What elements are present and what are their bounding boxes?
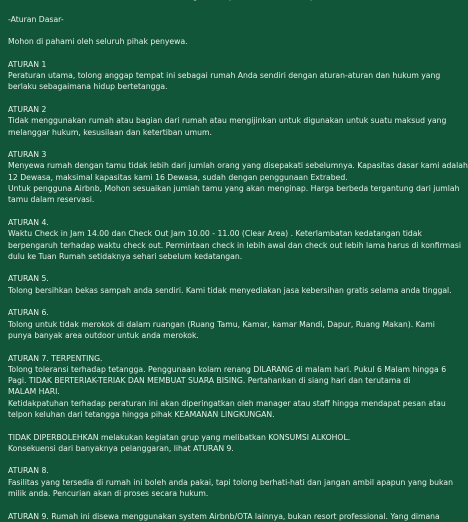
rule-6-text-line: Tolong untuk tidak merokok di dalam ruangan (Ruang Tamu, Kamar, kamar Mandi, Dapur, Ruang Makan). Kami: [8, 319, 435, 329]
rule-3-title: ATURAN 3: [8, 150, 47, 160]
cut-top-line: [8, 0, 442, 2]
rule-1-text-line: Peraturan utama, tolong anggap tempat ini sebagai rumah Anda sendiri dengan aturan-aturan dan hukum yang: [8, 71, 441, 81]
intro-note: Mohon di pahami oleh seluruh pihak penyewa.: [8, 37, 188, 47]
section-title: -Aturan Dasar-: [8, 14, 64, 24]
rule-1-title: ATURAN 1: [8, 59, 47, 69]
rule-4-text-line: dulu ke Tuan Rumah setidaknya sehari sebelum kedatangan.: [8, 251, 243, 261]
rule-7-text-line: Ketidakpatuhan terhadap peraturan ini akan diperingatkan oleh manager atau staff hingga mendapat pesan atau: [8, 398, 446, 408]
rule-9-line: ATURAN 9. Rumah ini disewa menggunakan system Airbnb/OTA lainnya, bukan resort professional. Yang dimana: [8, 511, 440, 521]
rule-7-title: ATURAN 7. TERPENTING.: [8, 353, 103, 363]
rule-3-text-line: Untuk pengguna Airbnb, Mohon sesuaikan jumlah tamu yang akan menginap. Harga berbeda tergantung dari jumlah: [8, 184, 460, 194]
rule-7-text-line: MALAM HARI.: [8, 387, 60, 397]
alcohol-note-line: TIDAK DIPERBOLEHKAN melakukan kegiatan grup yang melibatkan KONSUMSI ALKOHOL.: [8, 432, 351, 442]
rule-6-title: ATURAN 6.: [8, 308, 49, 318]
rule-5-text-line: Tolong bersihkan bekas sampah anda sendiri. Kami tidak menyediakan jasa kebersihan gratis selama anda tinggal.: [8, 285, 452, 295]
rule-3-text-line: tamu dalam reservasi.: [8, 195, 95, 205]
rule-3-text-line: Menyewa rumah dengan tamu tidak lebih dari jumlah orang yang disepakati sebelumnya. Kapasitas dasar kami adalah: [8, 161, 468, 171]
rule-8-text-line: Fasilitas yang tersedia di rumah ini boleh anda pakai, tapi tolong berhati-hati dan jangan ambil apapun yang bukan: [8, 477, 453, 487]
rule-4-text-line: Waktu Check in Jam 14.00 dan Check Out Jam 10.00 - 11.00 (Clear Area) . Keterlambatan kedatangan tidak: [8, 229, 422, 239]
rule-2-title: ATURAN 2: [8, 104, 47, 114]
rule-3-text-line: 12 Dewasa, maksimal kapasitas kami 16 Dewasa, sudah dengan penggunaan Extrabed.: [8, 172, 348, 182]
rule-8-text-line: milik anda. Pencurian akan di proses secara hukum.: [8, 489, 209, 499]
rule-2-text-line: melanggar hukum, kesusilaan dan ketertiban umum.: [8, 127, 212, 137]
rule-7-text-line: Tolong toleransi terhadap tetangga. Penggunaan kolam renang DILARANG di malam hari. Pukul 6 Malam hingga 6: [8, 364, 447, 374]
rule-4-text-line: berpengaruh terhadap waktu check out. Permintaan check in lebih awal dan check out lebih lama harus di konfirmasi: [8, 240, 461, 250]
rule-7-text-line: Pagi. TIDAK BERTERIAK-TERIAK DAN MEMBUAT SUARA BISING. Pertahankan di siang hari dan terutama di: [8, 376, 411, 386]
alcohol-note-line: Konsekuensi dari banyaknya pelanggaran, lihat ATURAN 9.: [8, 443, 234, 453]
rule-6-text-line: punya banyak area outdoor untuk anda merokok.: [8, 330, 199, 340]
rule-8-title: ATURAN 8.: [8, 466, 49, 476]
rule-7-text-line: telpon keluhan dari tetangga hingga pihak KEAMANAN LINGKUNGAN.: [8, 409, 275, 419]
rule-5-title: ATURAN 5.: [8, 274, 49, 284]
rules-document: [8, 0, 468, 522]
rule-4-title: ATURAN 4.: [8, 217, 49, 227]
rule-2-text-line: Tidak menggunakan rumah atau bagian dari rumah atau mengijinkan untuk digunakan untuk suatu maksud yang: [8, 116, 447, 126]
rule-1-text-line: berlaku sebagaimana hidup bertetangga.: [8, 82, 168, 92]
